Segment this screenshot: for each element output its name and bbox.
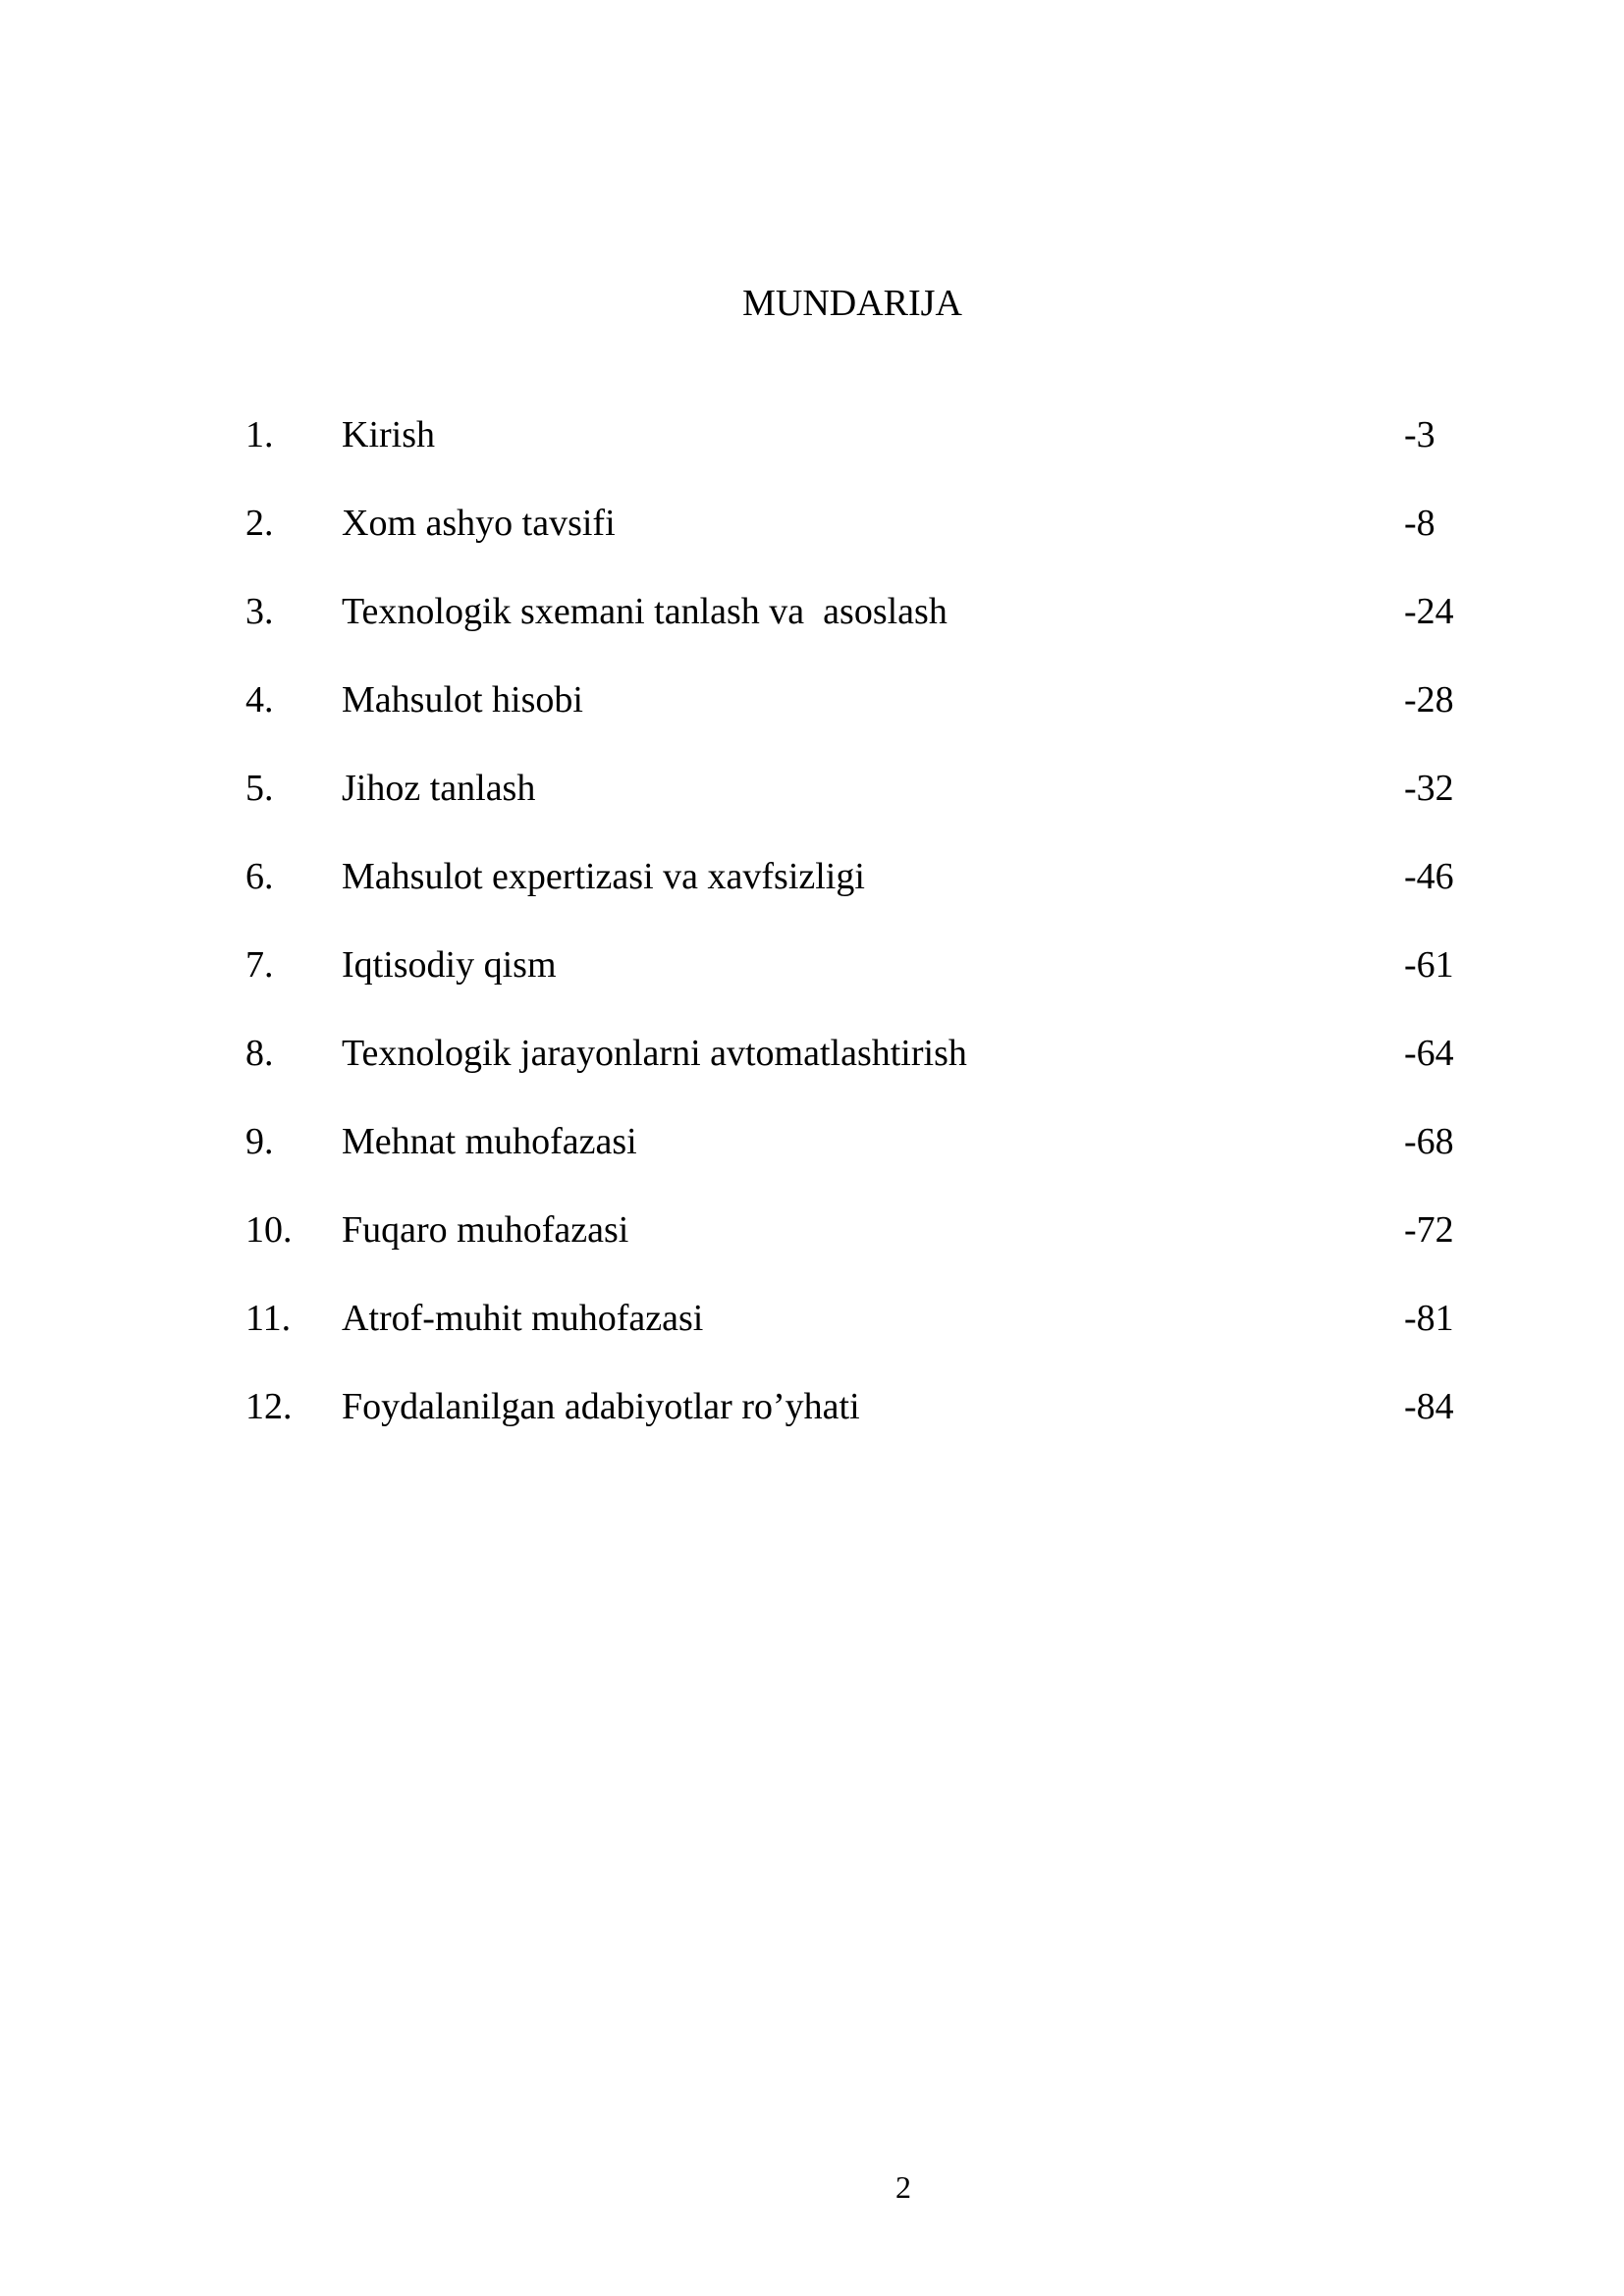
toc-item-title: Texnologik sxemani tanlash va asoslash — [342, 591, 947, 632]
toc-item-number: 2. — [245, 503, 274, 544]
toc-item-page: -24 — [1404, 591, 1454, 632]
toc-item — [245, 850, 1473, 938]
toc-item-number: 4. — [245, 679, 274, 721]
toc-item-title: Texnologik jarayonlarni avtomatlashtirish — [342, 1033, 967, 1074]
toc-item-number: 8. — [245, 1033, 274, 1074]
toc-item-title: Iqtisodiy qism — [342, 944, 557, 986]
page-number: 2 — [895, 2169, 911, 2205]
toc-item — [245, 762, 1473, 850]
toc-item-title: Fuqaro muhofazasi — [342, 1209, 629, 1251]
toc-item-number: 6. — [245, 856, 274, 897]
toc-item — [245, 1203, 1473, 1292]
toc-item-page: -61 — [1404, 944, 1454, 986]
toc-item-page: -46 — [1404, 856, 1454, 897]
toc-item-page: -81 — [1404, 1298, 1454, 1339]
toc-item-title: Xom ashyo tavsifi — [342, 503, 616, 544]
toc-item-number: 10. — [245, 1209, 293, 1251]
toc-item-number: 9. — [245, 1121, 274, 1162]
toc-item-number: 11. — [245, 1298, 292, 1339]
toc-item-title: Mehnat muhofazasi — [342, 1121, 637, 1162]
toc-item-title: Mahsulot hisobi — [342, 679, 583, 721]
toc-item-page: -32 — [1404, 768, 1454, 809]
toc-item-page: -68 — [1404, 1121, 1454, 1162]
toc-item — [245, 408, 1473, 497]
toc-item — [245, 673, 1473, 762]
toc-item-number: 7. — [245, 944, 274, 986]
toc-item — [245, 938, 1473, 1027]
toc-item-page: -84 — [1404, 1386, 1454, 1427]
toc-item — [245, 1027, 1473, 1115]
page-title: MUNDARIJA — [742, 283, 962, 324]
toc-item-title: Jihoz tanlash — [342, 768, 536, 809]
toc-item-number: 1. — [245, 414, 274, 455]
toc-item-page: -72 — [1404, 1209, 1454, 1251]
toc-item-page: -28 — [1404, 679, 1454, 721]
toc-item — [245, 1380, 1473, 1468]
table-of-contents — [245, 408, 1473, 1468]
toc-item-title: Mahsulot expertizasi va xavfsizligi — [342, 856, 865, 897]
toc-item-page: -3 — [1404, 414, 1435, 455]
toc-item-title: Kirish — [342, 414, 435, 455]
toc-item — [245, 1115, 1473, 1203]
toc-item-number: 3. — [245, 591, 274, 632]
toc-item-title: Foydalanilgan adabiyotlar ro’yhati — [342, 1386, 860, 1427]
toc-item — [245, 1292, 1473, 1380]
toc-item-page: -64 — [1404, 1033, 1454, 1074]
toc-item — [245, 585, 1473, 673]
toc-item — [245, 497, 1473, 585]
toc-item-title: Atrof-muhit muhofazasi — [342, 1298, 704, 1339]
toc-item-number: 12. — [245, 1386, 293, 1427]
toc-item-page: -8 — [1404, 503, 1435, 544]
toc-item-number: 5. — [245, 768, 274, 809]
